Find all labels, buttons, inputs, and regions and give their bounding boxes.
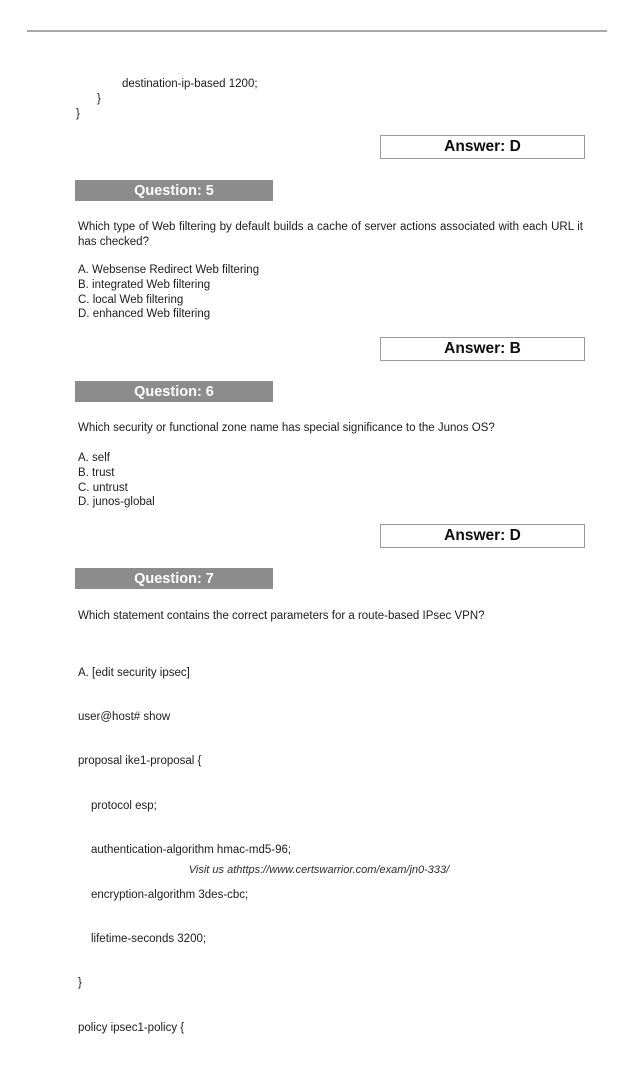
- answer-label: Answer: B: [444, 340, 521, 357]
- code-line: proposal ike1-proposal {: [78, 755, 202, 768]
- option-b: B. trust: [78, 466, 115, 479]
- question-6-text: Which security or functional zone name has special significance to the Junos OS?: [78, 422, 495, 434]
- option-a: A. self: [78, 452, 110, 464]
- question-7-text: Which statement contains the correct parameters for a route-based IPsec VPN?: [78, 610, 485, 622]
- code-line: A. [edit security ipsec]: [78, 666, 190, 679]
- question-5-options: [78, 263, 259, 322]
- question-7-header-label: Question: 7: [134, 570, 214, 587]
- option-a: A. Websense Redirect Web filtering: [78, 264, 260, 276]
- code-line: encryption-algorithm 3des-cbc;: [91, 888, 249, 901]
- option-b: B. integrated Web filtering: [78, 278, 211, 291]
- answer-box-question-4: [380, 135, 585, 159]
- answer-box-question-5: [380, 337, 585, 361]
- question-7-code-block: [78, 636, 291, 1065]
- option-c: C. local Web filtering: [78, 293, 184, 306]
- code-line: policy ipsec1-policy {: [78, 1021, 185, 1034]
- code-line: user@host# show: [78, 710, 171, 723]
- question-6-options: [78, 451, 155, 510]
- code-continuation-line: destination-ip-based 1200;: [122, 78, 258, 90]
- code-line: protocol esp;: [91, 799, 157, 812]
- question-6-header-bar: [75, 381, 273, 402]
- code-continuation-line: }: [97, 93, 101, 105]
- option-c: C. untrust: [78, 481, 128, 494]
- answer-label: Answer: D: [444, 527, 521, 544]
- answer-box-question-6: [380, 524, 585, 548]
- question-5-text: Which type of Web filtering by default builds a cache of server actions associated with each URL it has checked?: [78, 221, 583, 248]
- question-7-header-bar: [75, 568, 273, 589]
- code-line: authentication-algorithm hmac-md5-96;: [91, 844, 292, 857]
- footer-visit-link: Visit us athttps://www.certswarrior.com/exam/jn0-333/: [188, 864, 450, 876]
- code-line: }: [78, 977, 82, 990]
- question-5-header-bar: [75, 180, 273, 201]
- code-line: lifetime-seconds 3200;: [91, 932, 207, 945]
- answer-label: Answer: D: [444, 138, 521, 155]
- question-6-header-label: Question: 6: [134, 383, 214, 400]
- option-d: D. junos-global: [78, 496, 155, 509]
- option-d: D. enhanced Web filtering: [78, 308, 211, 321]
- header-divider: [27, 30, 607, 32]
- question-5-header-label: Question: 5: [134, 182, 214, 199]
- code-continuation-line: }: [76, 108, 80, 120]
